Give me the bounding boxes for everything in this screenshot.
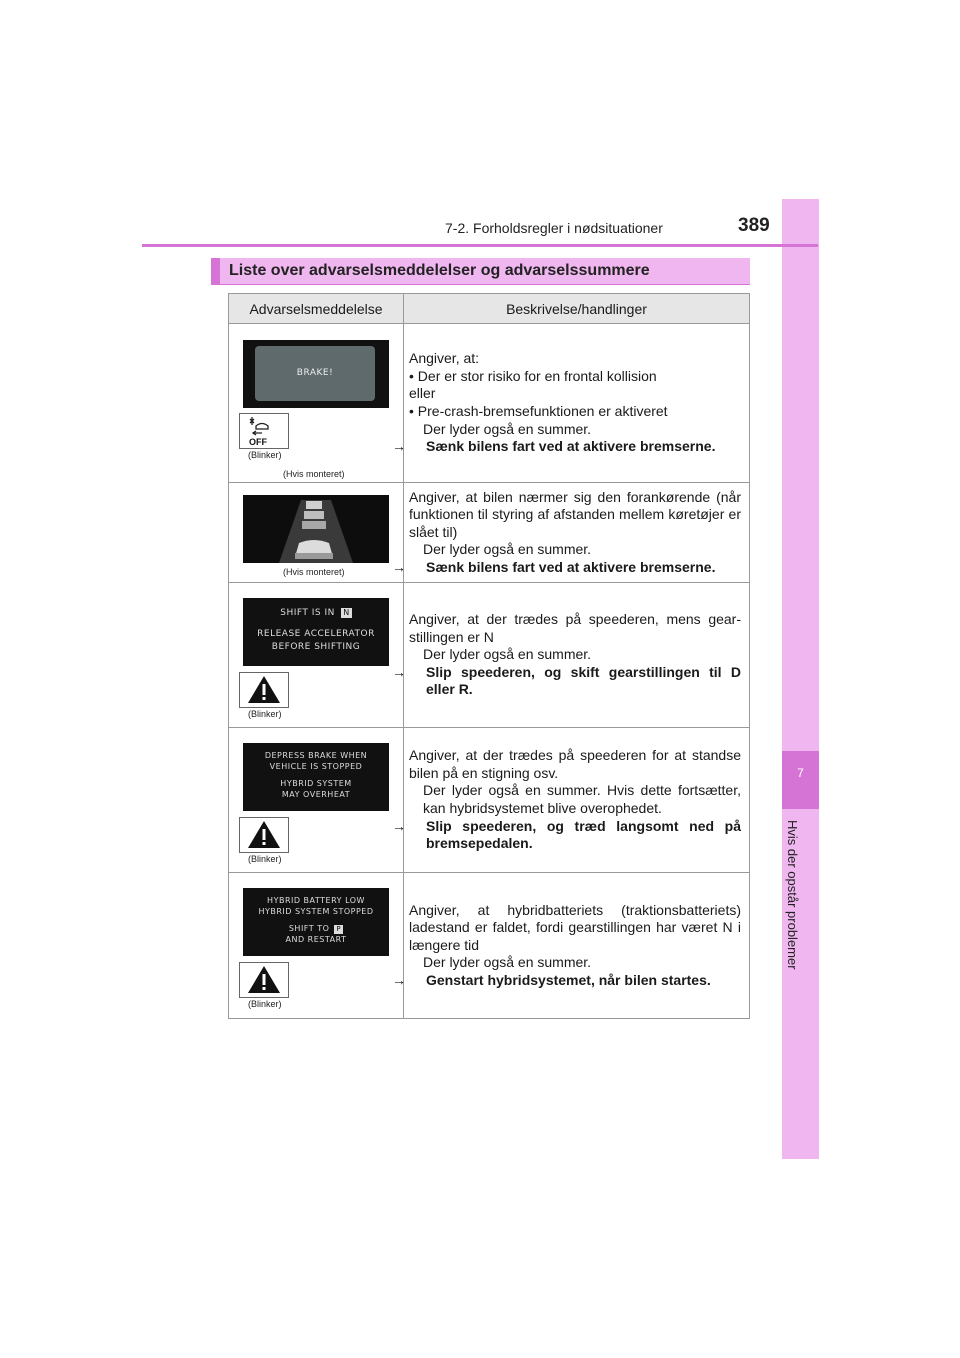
message-image-cell: SHIFT IS IN N RELEASE ACCELERATOR BEFORE SHIFTING (Blinker) [229, 583, 404, 728]
description-cell: Angiver, at: • Der er stor risiko for en frontal kollision eller • Pre-crash-bremsefunktionen er aktiveret Der lyder også en summer. → Sænk bilens fart ved at aktivere bremserne. [404, 324, 750, 483]
message-image-cell: (Hvis monteret) [229, 483, 404, 583]
arrow-icon: → [392, 558, 406, 575]
description-cell: Angiver, at bilen nærmer sig den forankørende (når funktionen til styring af afstanden mellem køretøjer er slået til) Der lyder også en summer. → Sænk bilens fart ved at aktivere bremserne. [404, 483, 750, 583]
section-title: Liste over advarselsmeddelelser og advarselssummere [211, 258, 750, 284]
display-screen: HYBRID BATTERY LOW HYBRID SYSTEM STOPPED SHIFT TO P AND RESTART [243, 888, 389, 956]
description-cell: Angiver, at der trædes på speederen, mens gear-stillingen er N Der lyder også en summer. → Slip speederen, og skift gearstillingen til D eller R. [404, 583, 750, 728]
description-cell: Angiver, at der trædes på speederen for at standse bilen på en stigning osv. Der lyder også en summer. Hvis dette fortsætter, kan hybridsystemet blive overophedet. → Slip speederen, og træd langsomt ned på bremsepedalen. [404, 728, 750, 873]
display-screen: DEPRESS BRAKE WHEN VEHICLE IS STOPPED HYBRID SYSTEM MAY OVERHEAT [243, 743, 389, 811]
column-header-message: Advarselsmeddelelse [229, 294, 404, 324]
description-cell: Angiver, at hybridbatteriets (traktionsbatteriets) ladestand er faldet, fordi gearstillingen har været N i længere tid Der lyder også en summer. → Genstart hybridsystemet, når bilen startes. [404, 873, 750, 1019]
arrow-icon: → [392, 438, 406, 455]
table-row [229, 873, 750, 1019]
gear-n-badge: N [343, 608, 350, 617]
pcs-off-icon [239, 413, 289, 449]
message-image-cell: DEPRESS BRAKE WHEN VEHICLE IS STOPPED HYBRID SYSTEM MAY OVERHEAT (Blinker) [229, 728, 404, 873]
svg-text:OFF: OFF [249, 437, 267, 447]
header-rule [142, 244, 818, 247]
distance-warning-graphic [243, 495, 389, 563]
column-header-description: Beskrivelse/handlinger [404, 294, 750, 324]
display-screen [243, 340, 389, 408]
gear-p-badge: P [336, 925, 342, 933]
page-number: 389 [738, 215, 770, 236]
arrow-icon: → [392, 817, 406, 834]
table-row [229, 728, 750, 873]
message-image-cell: HYBRID BATTERY LOW HYBRID SYSTEM STOPPED SHIFT TO P AND RESTART (Blinker) [229, 873, 404, 1019]
table-row [229, 324, 750, 483]
table-row [229, 483, 750, 583]
display-screen: SHIFT IS IN N RELEASE ACCELERATOR BEFORE SHIFTING [243, 598, 389, 666]
warning-triangle-icon [239, 962, 289, 998]
chapter-number-tab: 7 [782, 751, 819, 809]
running-header: 7-2. Forholdsregler i nødsituationer [445, 220, 663, 236]
table-header-row [229, 294, 750, 324]
arrow-icon: → [392, 663, 406, 680]
warning-triangle-icon [239, 817, 289, 853]
table-row [229, 583, 750, 728]
arrow-icon: → [392, 971, 406, 988]
section-rule [211, 284, 750, 285]
display-screen [243, 495, 389, 563]
warning-message-table [228, 293, 750, 1019]
message-image-cell: BRAKE! OFF (Blinker) (Hvis monteret) [229, 324, 404, 483]
brake-message-box: BRAKE! [255, 346, 375, 401]
chapter-side-tab [782, 199, 819, 1159]
warning-triangle-icon [239, 672, 289, 708]
